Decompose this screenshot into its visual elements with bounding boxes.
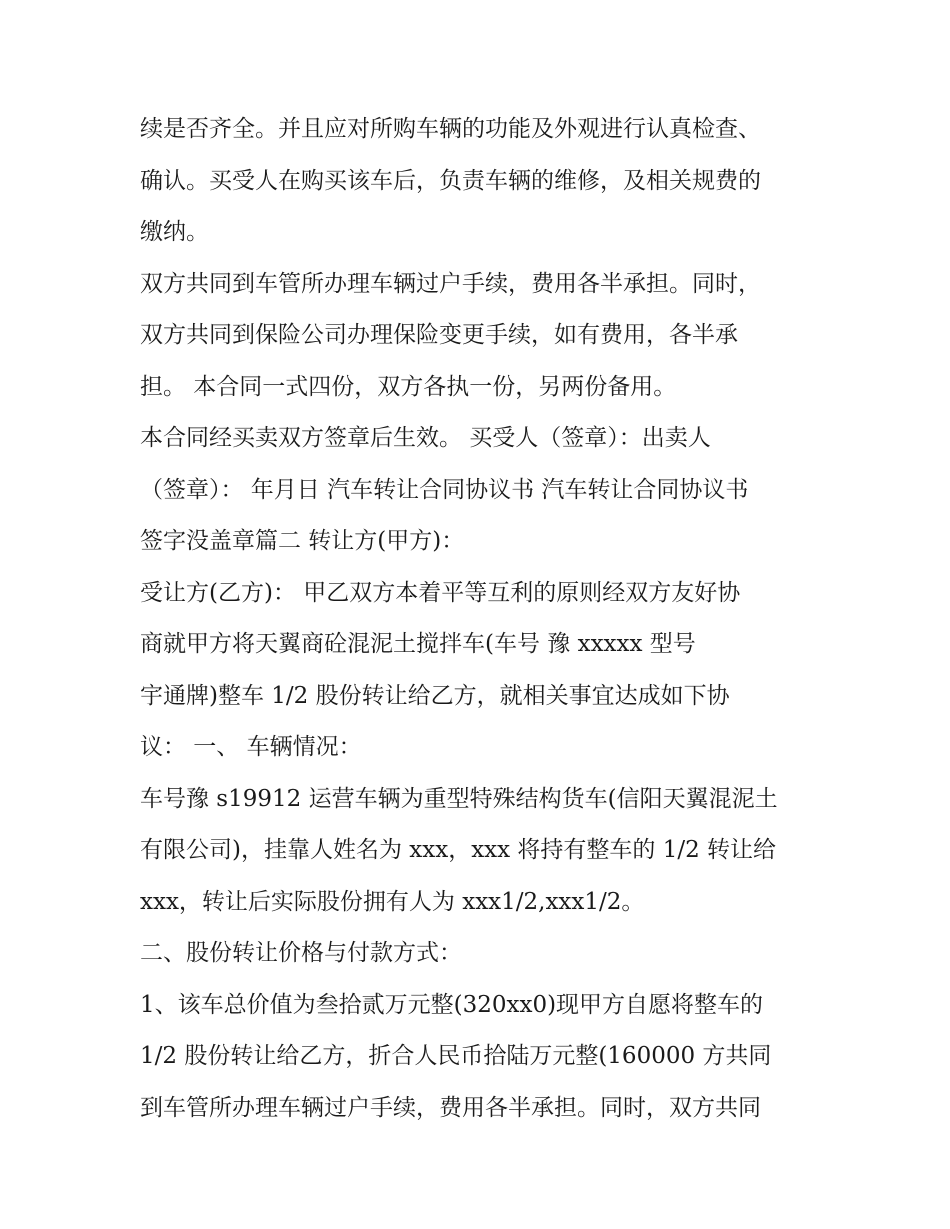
text-line: 受让方(乙方)： 甲乙双方本着平等互利的原则经双方友好协 [140,579,741,606]
text-line: 本合同经买卖双方签章后生效。 买受人（签章）：出卖人 [140,425,711,451]
text-line: 续是否齐全。并且应对所购车辆的功能及外观进行认真检查、 [140,116,761,142]
text-line: 宇通牌)整车 1/2 股份转让给乙方，就相关事宜达成如下协 [140,682,730,709]
text-line: 车号豫 s19912 运营车辆为重型特殊结构货车(信阳天翼混泥土 [140,785,778,812]
text-line: 二、股份转让价格与付款方式： [140,940,462,966]
text-line: 签字没盖章篇二 转让方(甲方)： [140,528,465,554]
text-line: 担。 本合同一式四份，双方各执一份，另两份备用。 [140,373,677,400]
text-line: 双方共同到车管所办理车辆过户手续，费用各半承担。同时， [140,270,761,297]
document-body [140,104,820,1134]
text-line: xxx，转让后实际股份拥有人为 xxx1/2,xxx1/2。 [140,888,645,915]
text-line: 议： 一、 车辆情况： [140,734,362,760]
text-line: 有限公司)，挂靠人姓名为 xxx，xxx 将持有整车的 1/2 转让给 [140,837,777,863]
text-line: 确认。买受人在购买该车后，负责车辆的维修，及相关规费的 [140,167,761,194]
text-line: 缴纳。 [140,219,209,245]
text-line: 1、该车总价值为叁拾贰万元整(320xx0)现甲方自愿将整车的 [140,991,764,1018]
text-line: （签章）： 年月日 汽车转让合同协议书 汽车转让合同协议书 [140,476,749,503]
text-line: 商就甲方将天翼商砼混泥土搅拌车(车号 豫 xxxxx 型号 [140,631,696,657]
text-line: 双方共同到保险公司办理保险变更手续，如有费用，各半承 [140,322,738,348]
text-line: 1/2 股份转让给乙方，折合人民币拾陆万元整(160000 方共同 [140,1043,772,1069]
text-line: 到车管所办理车辆过户手续，费用各半承担。同时，双方共同 [140,1094,761,1121]
